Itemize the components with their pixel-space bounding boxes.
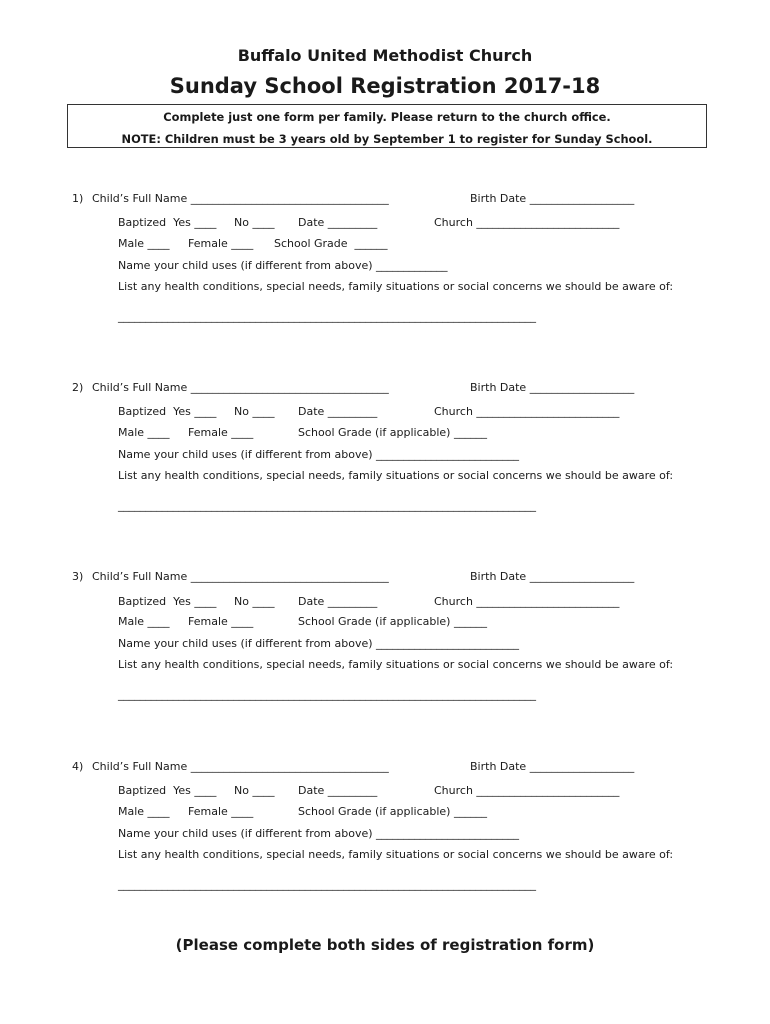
full-name-field[interactable]: Child’s Full Name ____________________________________ [92,381,389,394]
female-field[interactable]: Female ____ [188,237,254,250]
birth-date-field[interactable]: Birth Date ___________________ [470,760,635,773]
nickname-field[interactable]: Name your child uses (if different from above) __________________________ [118,637,520,650]
form-title: Sunday School Registration 2017-18 [169,74,601,98]
baptized-no-field[interactable]: No ____ [234,595,275,608]
church-field[interactable]: Church __________________________ [434,216,620,229]
instructions-line-1: Complete just one form per family. Please return to the church office. [163,110,611,124]
nickname-field[interactable]: Name your child uses (if different from above) _____________ [118,259,448,272]
child-number: 2) [72,381,84,394]
male-field[interactable]: Male ____ [118,615,170,628]
school-grade-field[interactable]: School Grade ______ [274,237,388,250]
church-field[interactable]: Church __________________________ [434,784,620,797]
health-question: List any health conditions, special needs, family situations or social concerns we should be aware of: [118,469,674,482]
health-question: List any health conditions, special needs, family situations or social concerns we should be aware of: [118,848,674,861]
male-field[interactable]: Male ____ [118,237,170,250]
child-number: 1) [72,192,84,205]
health-answer-line[interactable]: ____________________________________________________________________________ [118,688,536,701]
nickname-field[interactable]: Name your child uses (if different from above) __________________________ [118,827,520,840]
church-name: Buffalo United Methodist Church [237,46,533,65]
baptism-date-field[interactable]: Date _________ [298,216,378,229]
full-name-field[interactable]: Child’s Full Name ____________________________________ [92,760,389,773]
male-field[interactable]: Male ____ [118,426,170,439]
female-field[interactable]: Female ____ [188,805,254,818]
baptized-no-field[interactable]: No ____ [234,405,275,418]
school-grade-field[interactable]: School Grade (if applicable) ______ [298,426,487,439]
health-answer-line[interactable]: ____________________________________________________________________________ [118,310,536,323]
health-question: List any health conditions, special needs, family situations or social concerns we should be aware of: [118,658,674,671]
baptized-no-field[interactable]: No ____ [234,784,275,797]
female-field[interactable]: Female ____ [188,615,254,628]
health-question: List any health conditions, special needs, family situations or social concerns we should be aware of: [118,280,674,293]
full-name-field[interactable]: Child’s Full Name ____________________________________ [92,192,389,205]
male-field[interactable]: Male ____ [118,805,170,818]
birth-date-field[interactable]: Birth Date ___________________ [470,192,635,205]
child-number: 3) [72,570,84,583]
baptism-date-field[interactable]: Date _________ [298,405,378,418]
female-field[interactable]: Female ____ [188,426,254,439]
birth-date-field[interactable]: Birth Date ___________________ [470,570,635,583]
health-answer-line[interactable]: ____________________________________________________________________________ [118,499,536,512]
baptized-yes-field[interactable]: Baptized Yes ____ [118,784,217,797]
child-number: 4) [72,760,84,773]
church-field[interactable]: Church __________________________ [434,405,620,418]
instructions-line-2: NOTE: Children must be 3 years old by September 1 to register for Sunday School. [121,132,653,146]
full-name-field[interactable]: Child’s Full Name ____________________________________ [92,570,389,583]
baptized-yes-field[interactable]: Baptized Yes ____ [118,216,217,229]
baptized-no-field[interactable]: No ____ [234,216,275,229]
footer-note: (Please complete both sides of registration form) [175,936,595,954]
baptism-date-field[interactable]: Date _________ [298,784,378,797]
health-answer-line[interactable]: ____________________________________________________________________________ [118,878,536,891]
baptized-yes-field[interactable]: Baptized Yes ____ [118,405,217,418]
nickname-field[interactable]: Name your child uses (if different from above) __________________________ [118,448,520,461]
baptized-yes-field[interactable]: Baptized Yes ____ [118,595,217,608]
baptism-date-field[interactable]: Date _________ [298,595,378,608]
school-grade-field[interactable]: School Grade (if applicable) ______ [298,615,487,628]
church-field[interactable]: Church __________________________ [434,595,620,608]
instructions-box [67,104,707,148]
birth-date-field[interactable]: Birth Date ___________________ [470,381,635,394]
school-grade-field[interactable]: School Grade (if applicable) ______ [298,805,487,818]
